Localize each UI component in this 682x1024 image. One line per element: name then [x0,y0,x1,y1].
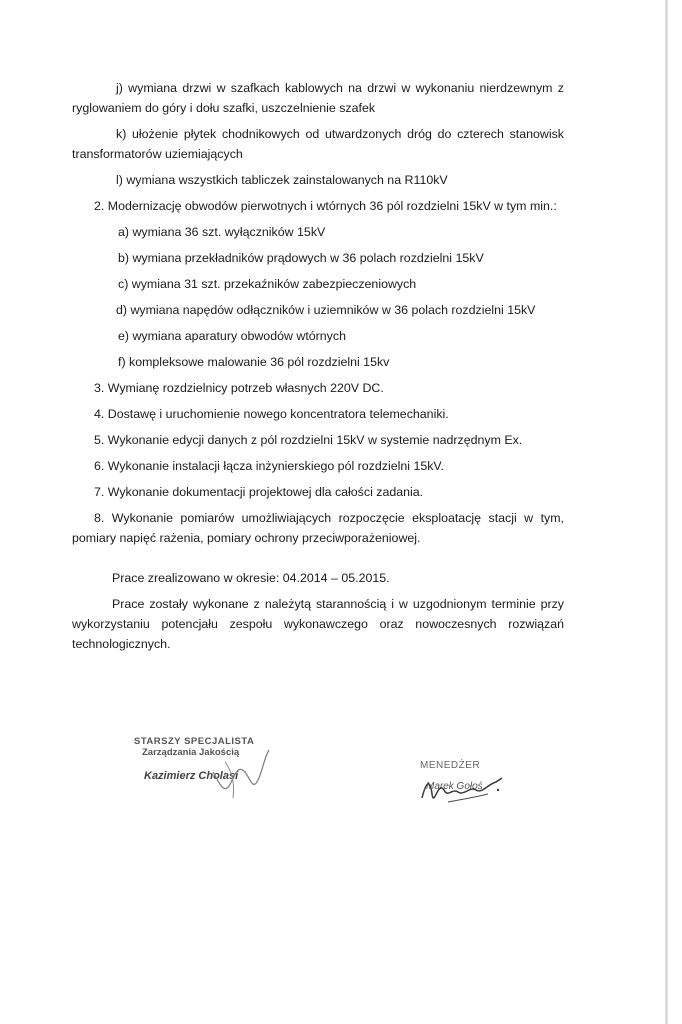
right-handwritten-signature [418,768,508,816]
left-handwritten-signature [205,742,275,812]
closing-statement: Prace zostały wykonane z należytą starannością i w uzgodnionym terminie przy wykorzystaniu potencjału zespołu wykonawczego oraz nowoczesnych rozwiązań technologicznych. [72,597,564,651]
document-body [72,78,564,660]
numbered-item-3: 3. Wymianę rozdzielnicy potrzeb własnych 220V DC. [94,381,384,395]
list-item-d: d) wymiana napędów odłączników i uziemników w 36 polach rozdzielni 15kV [116,303,536,317]
right-stamp-name: Marek Gołoś [426,781,483,792]
list-item-l: l) wymiana wszystkich tabliczek zainstalowanych na R110kV [116,173,448,187]
list-item-c: c) wymiana 31 szt. przekaźników zabezpieczeniowych [118,277,417,291]
list-item-a: a) wymiana 36 szt. wyłączników 15kV [118,225,326,239]
list-item-j: j) wymiana drzwi w szafkach kablowych na drzwi w wykonaniu nierdzewnym z ryglowaniem do góry i dołu szafki, uszczelnienie szafek [72,81,564,115]
numbered-item-6: 6. Wykonanie instalacji łącza inżynierskiego pól rozdzielni 15kV. [94,459,444,473]
list-item-e: e) wymiana aparatury obwodów wtórnych [118,329,346,343]
list-item-b: b) wymiana przekładników prądowych w 36 polach rozdzielni 15kV [118,251,484,265]
work-period: Prace zrealizowano w okresie: 04.2014 – 05.2015. [112,571,390,585]
left-stamp-title: STARSZY SPECJALISTA [134,736,255,747]
page-edge-shadow [665,0,668,1024]
numbered-item-8: 8. Wykonanie pomiarów umożliwiających rozpoczęcie eksploatację stacji w tym, pomiary napięć rażenia, pomiary ochrony przeciwporażeniowej. [72,511,564,545]
numbered-item-5: 5. Wykonanie edycji danych z pól rozdzielni 15kV w systemie nadrzędnym Ex. [94,433,523,447]
list-item-k: k) ułożenie płytek chodnikowych od utwardzonych dróg do czterech stanowisk transformatorów uziemiających [72,127,564,161]
right-stamp-title: MENEDŻER [420,760,481,771]
numbered-item-4: 4. Dostawę i uruchomienie nowego koncentratora telemechaniki. [94,407,449,421]
left-stamp-department: Zarządzania Jakością [142,747,240,758]
numbered-item-2: 2. Modernizację obwodów pierwotnych i wtórnych 36 pól rozdzielni 15kV w tym min.: [94,199,557,213]
numbered-item-7: 7. Wykonanie dokumentacji projektowej dla całości zadania. [94,485,424,499]
list-item-f: f) kompleksowe malowanie 36 pól rozdzielni 15kv [118,355,390,369]
left-stamp-name: Kazimierz Cholasi [144,770,239,782]
